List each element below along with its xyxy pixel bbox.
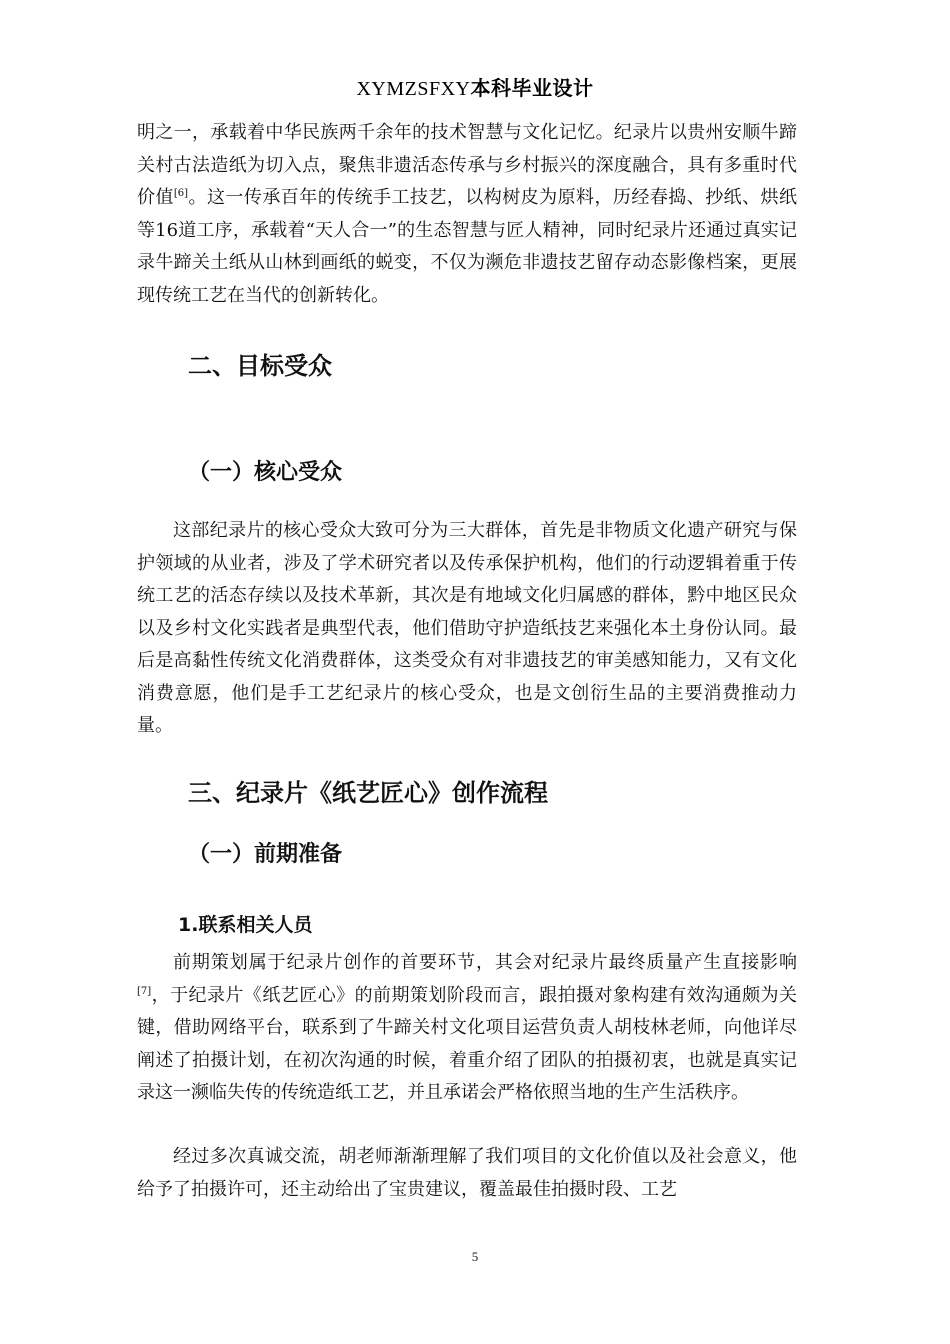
core-audience-paragraph: 这部纪录片的核心受众大致可分为三大群体，首先是非物质文化遗产研究与保护领域的从业者，涉及了学术研究者以及传承保护机构，他们的行动逻辑着重于传统工艺的活态存续以及技术革新，其次是有地域文化归属感的群体，黔中地区民众以及乡村文化实践者是典型代表，他们借助守护造纸技艺来强化本土身份认同。最后是高黏性传统文化消费群体，这类受众有对非遗技艺的审美感知能力，又有文化消费意愿，他们是手工艺纪录片的核心受众，也是文创衍生品的主要消费推动力量。 (137, 520, 797, 736)
intro-text-part2: 。这一传承百年的传统手工技艺，以构树皮为原料，历经春捣、抄纸、烘纸等16道工序，承载着“天人合一”的生态智慧与匠人精神，同时纪录片还通过真实记录牛蹄关土纸从山林到画纸的蜕变，不仅为濒危非遗技艺留存动态影像档案，更展现传统工艺在当代的创新转化。 (137, 187, 797, 306)
subsection-heading-core-audience: （一）核心受众 (188, 460, 343, 485)
section-heading-creation-process: 三、纪录片《纸艺匠心》创作流程 (188, 779, 548, 807)
header-school-code: XYMZSFXY (356, 78, 471, 100)
page-number: 5 (471, 1249, 479, 1264)
section-heading-target-audience: 二、目标受众 (188, 352, 332, 380)
item-heading-contact-people: 1.联系相关人员 (178, 914, 313, 936)
intro-paragraph (137, 117, 797, 312)
citation-7: [7] (137, 985, 152, 997)
page-header (0, 72, 950, 101)
citation-6: [6] (173, 188, 189, 199)
prep-text-part2: ，于纪录片《纸艺匠心》的前期策划阶段而言，跟拍摄对象构建有效沟通颇为关键，借助网络平台，联系到了牛蹄关村文化项目运营负责人胡枝林老师，向他详尽阐述了拍摄计划，在初次沟通的时候，着重介绍了团队的拍摄初衷，也就是真实记录这一濒临失传的传统造纸工艺，并且承诺会严格依照当地的生产生活秩序。 (137, 984, 797, 1103)
preparation-paragraph-2: 经过多次真诚交流，胡老师渐渐理解了我们项目的文化价值以及社会意义，他给予了拍摄许可，还主动给出了宝贵建议，覆盖最佳拍摄时段、工艺 (137, 1146, 797, 1200)
header-title: 本科毕业设计 (470, 76, 594, 100)
intro-text-part1: 明之一，承载着中华民族两千余年的技术智慧与文化记忆。纪录片以贵州安顺牛蹄关村古法造纸为切入点，聚焦非遗活态传承与乡村振兴的深度融合，具有多重时代价值 (137, 122, 797, 208)
preparation-paragraph-1 (137, 947, 797, 1110)
subsection-heading-preparation: （一）前期准备 (188, 842, 343, 867)
prep-text-part1: 前期策划属于纪录片创作的首要环节，其会对纪录片最终质量产生直接影响 (173, 952, 797, 973)
